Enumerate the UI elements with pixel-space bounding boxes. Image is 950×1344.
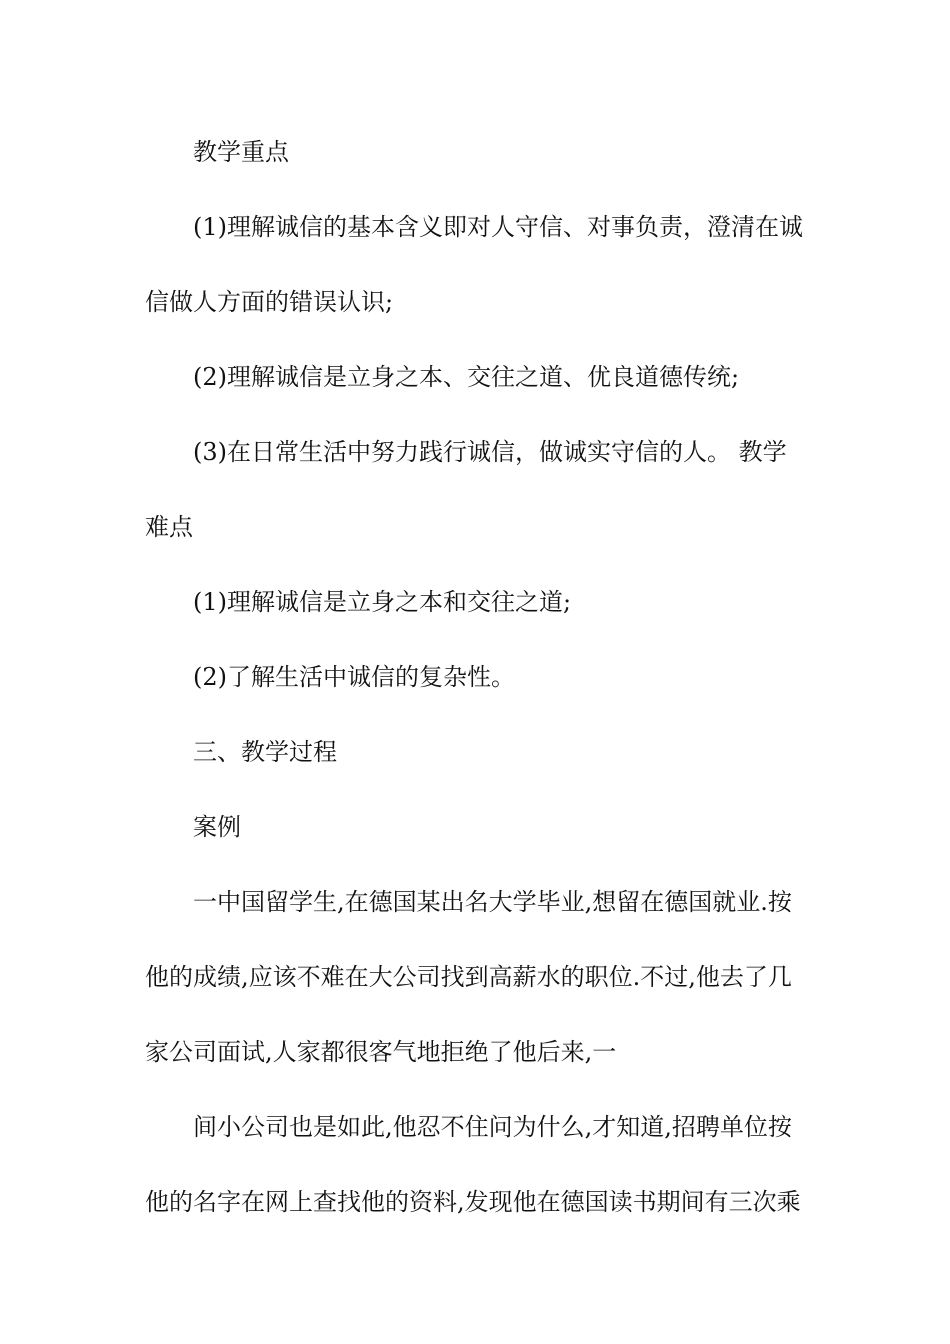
paragraph-line: (3)在日常生活中努力践行诚信，做诚实守信的人。 教学 [193,438,787,466]
paragraph-line: 难点 [145,513,193,541]
paragraph-line: 家公司面试,人家都很客气地拒绝了他后来,一 [145,1038,617,1066]
paragraph-line: (1)理解诚信的基本含义即对人守信、对事负责，澄清在诚 [193,213,803,241]
paragraph-line: 他的名字在网上查找他的资料,发现他在德国读书期间有三次乘 [145,1188,801,1216]
section-heading-key-points: 教学重点 [193,138,289,166]
paragraph-line: (2)了解生活中诚信的复杂性。 [193,663,515,691]
paragraph-line: (2)理解诚信是立身之本、交往之道、优良道德传统; [193,363,740,391]
paragraph-line: 一中国留学生,在德国某出名大学毕业,想留在德国就业.按 [193,888,792,916]
paragraph-line: 信做人方面的错误认识; [145,288,394,316]
paragraph-line: (1)理解诚信是立身之本和交往之道; [193,588,572,616]
paragraph-line: 间小公司也是如此,他忍不住问为什么,才知道,招聘单位按 [193,1113,792,1141]
document-body [145,128,810,1253]
paragraph-line: 他的成绩,应该不难在大公司找到高薪水的职位.不过,他去了几 [145,963,792,991]
section-heading-teaching-process: 三、教学过程 [193,738,337,766]
section-heading-case: 案例 [193,813,241,841]
